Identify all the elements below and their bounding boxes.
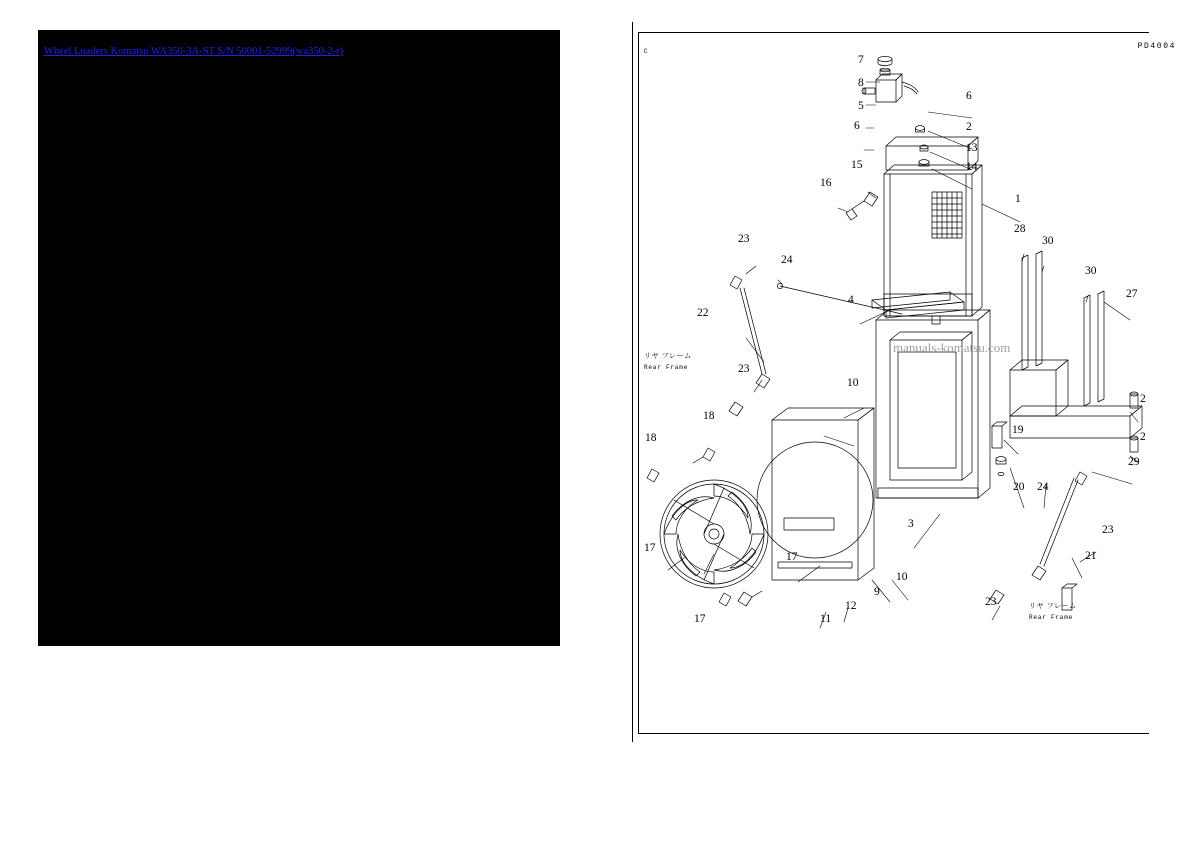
callout-23c: 23 (1102, 524, 1114, 536)
callout-22: 22 (697, 307, 709, 319)
radiator-filler-group (862, 56, 918, 102)
upper-guard-bar (872, 292, 964, 318)
callout-1: 1 (1015, 193, 1021, 205)
callout-30a: 30 (1042, 235, 1054, 247)
callout-2a: 2 (966, 121, 972, 133)
callout-17b: 17 (786, 551, 798, 563)
preview-thumbnail-panel (38, 30, 560, 646)
callout-10b: 10 (896, 571, 908, 583)
callout-14: 14 (966, 161, 978, 173)
document-title-link[interactable]: Wheel Loaders Komatsu WA350-3A-ST S/N 50001-52999(wa350-2-r) (44, 46, 344, 57)
sheet-code: PD4004 (1137, 42, 1176, 51)
callout-24a: 24 (781, 254, 793, 266)
cooling-fan (660, 480, 768, 588)
rear-frame-jp-right: リヤ フレーム (1029, 603, 1077, 610)
center-fittings (992, 422, 1007, 476)
watermark: manuals-komatsu.com (893, 340, 1011, 355)
callout-18b: 18 (645, 432, 657, 444)
callout-10a: 10 (847, 377, 859, 389)
callout-5: 5 (858, 100, 864, 112)
callout-19: 19 (1012, 424, 1024, 436)
diagram-canvas (632, 22, 1154, 742)
callout-23a: 23 (738, 233, 750, 245)
callout-28: 28 (1014, 223, 1026, 235)
callout-15: 15 (851, 159, 863, 171)
callout-21: 21 (1085, 550, 1097, 562)
callout-6a: 6 (966, 90, 972, 102)
callout-30b: 30 (1085, 265, 1097, 277)
callout-13: 13 (966, 142, 978, 154)
callout-8: 8 (858, 77, 864, 89)
callout-9: 9 (874, 586, 880, 598)
callout-7: 7 (858, 54, 864, 66)
callout-23b: 23 (738, 363, 750, 375)
callout-24b: 24 (1037, 481, 1049, 493)
callout-2c: 2 (1140, 431, 1146, 443)
callout-3: 3 (908, 518, 914, 530)
callout-20: 20 (1013, 481, 1025, 493)
guard-rails (1010, 251, 1142, 452)
callout-29: 29 (1128, 456, 1140, 468)
rear-frame-annotations (644, 352, 1077, 621)
rear-frame-jp-left: リヤ フレーム (644, 353, 692, 360)
callout-17a: 17 (644, 542, 656, 554)
callout-4: 4 (848, 294, 854, 306)
callout-18a: 18 (703, 410, 715, 422)
callout-23d: 23 (985, 596, 997, 608)
shroud-panel (757, 408, 874, 580)
callout-2b: 2 (1140, 393, 1146, 405)
rear-frame-en-right: Rear Frame (1029, 614, 1074, 621)
sheet-corner-mark: C (644, 48, 648, 55)
callout-16: 16 (820, 177, 832, 189)
callout-11: 11 (820, 613, 832, 625)
callout-12: 12 (845, 600, 857, 612)
rear-frame-en-left: Rear Frame (644, 364, 689, 371)
radiator-mount-frame (876, 310, 990, 498)
callout-17c: 17 (694, 613, 706, 625)
callout-27: 27 (1126, 288, 1138, 300)
callout-6b: 6 (854, 120, 860, 132)
